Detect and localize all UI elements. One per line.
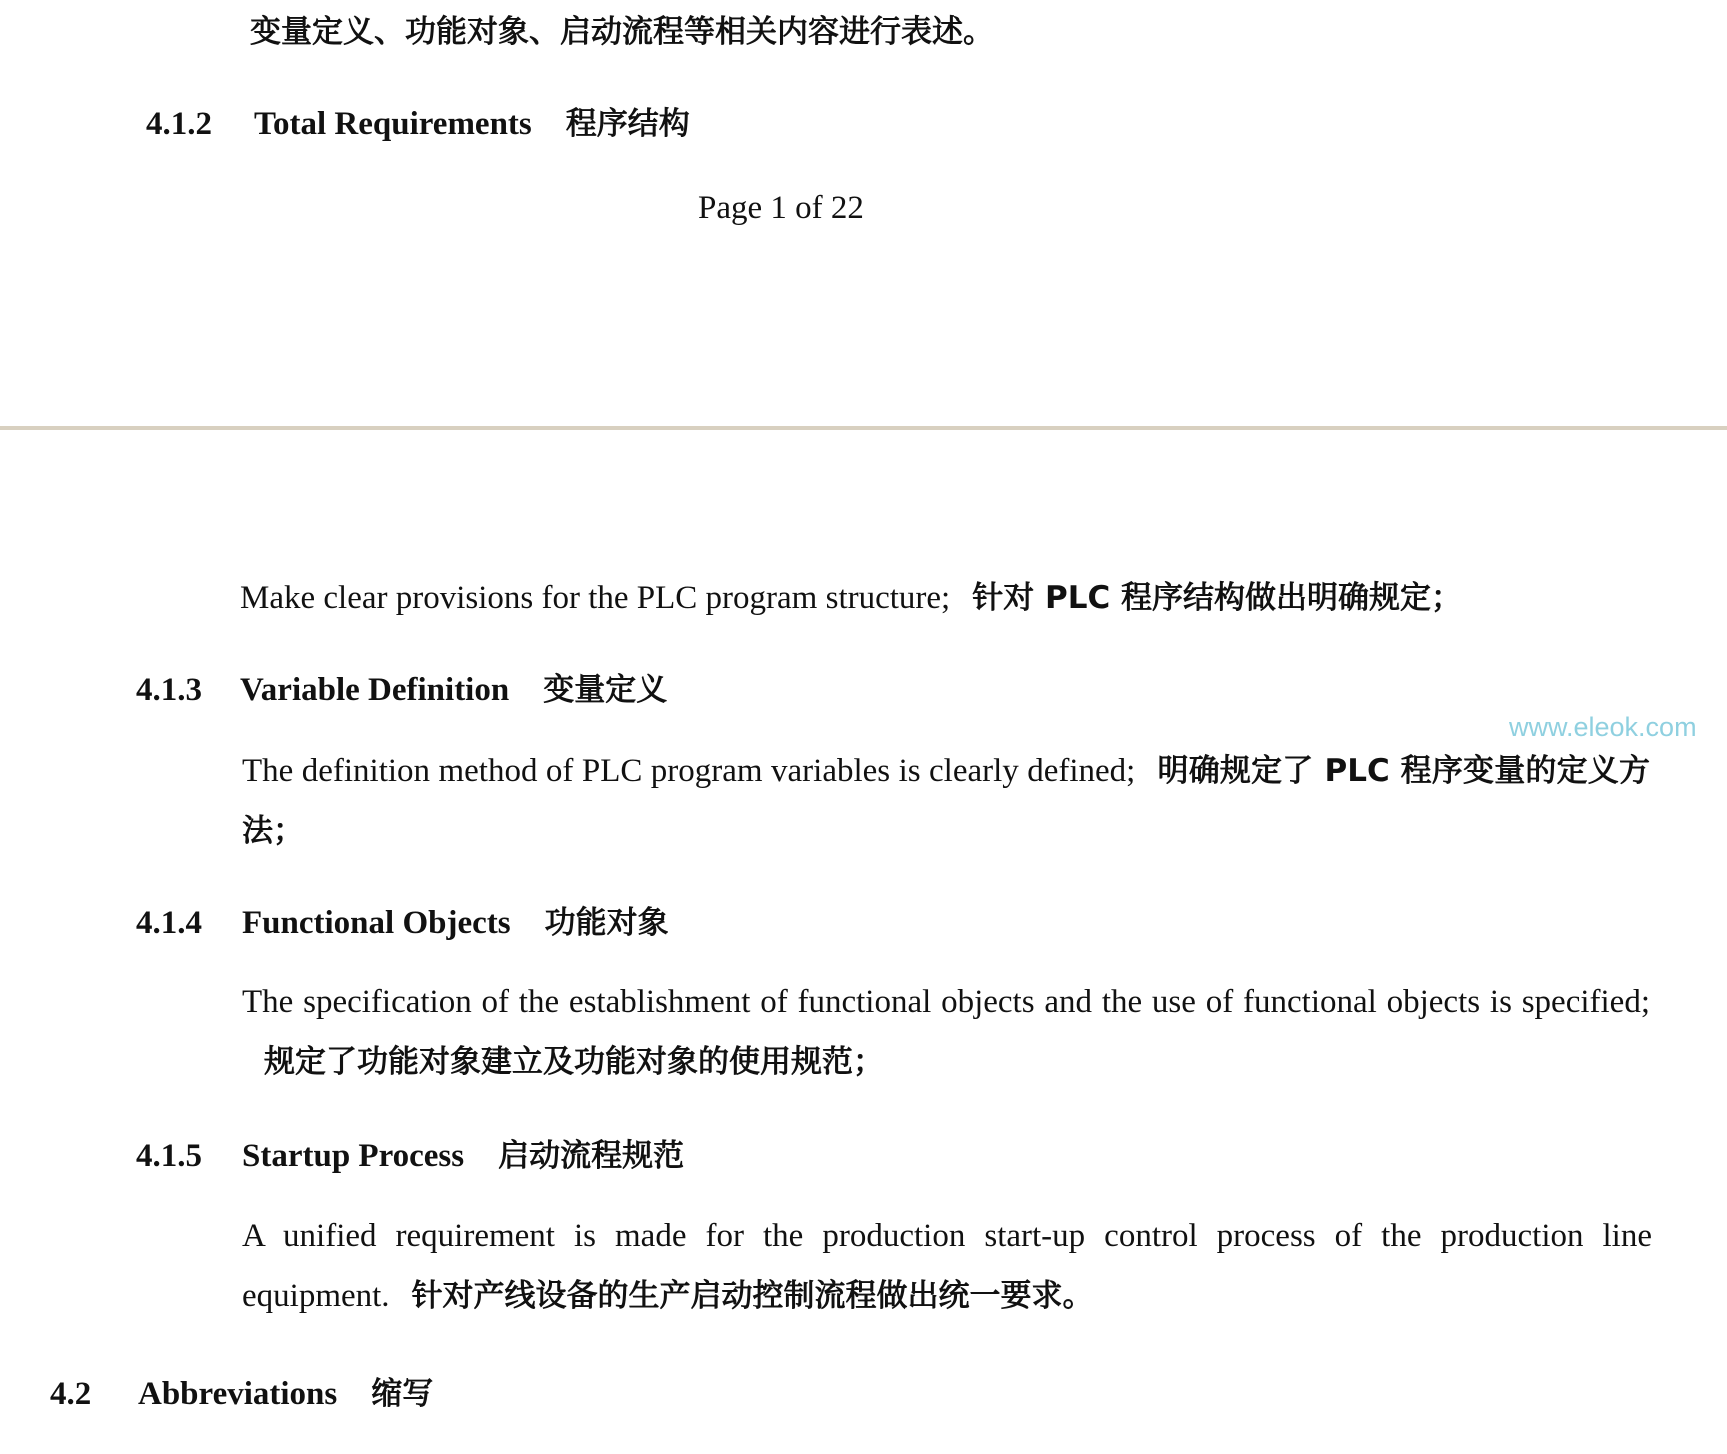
section-title-zh: 启动流程规范 (498, 1138, 685, 1174)
paragraph-4-1-2 (240, 568, 1660, 628)
document-page-1 (0, 0, 1727, 428)
page-number-footer: Page 1 of 22 (698, 190, 864, 226)
section-heading-4-1-4 (136, 897, 669, 942)
section-title-zh: 程序结构 (565, 106, 690, 142)
section-heading-4-1-3 (136, 664, 667, 709)
section-number: 4.1.5 (136, 1138, 202, 1174)
paragraph-4-1-5 (242, 1206, 1652, 1326)
paragraph-text-zh: 规定了功能对象建立及功能对象的使用规范； (264, 1044, 884, 1080)
section-heading-4-1-5 (136, 1130, 684, 1175)
paragraph-text-en: Make clear provisions for the PLC program structure; (240, 580, 951, 616)
paragraph-text-en: The definition method of PLC program variables is clearly defined; (242, 753, 1136, 789)
section-title-zh: 缩写 (371, 1376, 434, 1412)
section-number: 4.1.2 (146, 106, 212, 142)
section-title-en: Variable Definition (240, 672, 510, 708)
paragraph-text-en: The specification of the establishment of functional objects and the use of functional objects is specified; (242, 984, 1650, 1020)
intro-paragraph-text: 变量定义、功能对象、启动流程等相关内容进行表述。 (250, 14, 994, 50)
section-title-en: Total Requirements (254, 106, 532, 142)
section-number: 4.1.4 (136, 905, 202, 941)
paragraph-4-1-4 (242, 972, 1650, 1092)
section-title-zh: 变量定义 (543, 672, 668, 708)
section-title-en: Functional Objects (242, 905, 511, 941)
section-number: 4.2 (50, 1376, 92, 1412)
paragraph-4-1-3 (242, 741, 1650, 861)
section-heading-4-1-2 (146, 98, 690, 143)
section-title-en: Abbreviations (138, 1376, 338, 1412)
watermark-text: www.eleok.com (1509, 712, 1697, 742)
paragraph-text-zh: 针对产线设备的生产启动控制流程做出统一要求。 (411, 1278, 1094, 1314)
section-title-en: Startup Process (242, 1138, 465, 1174)
intro-paragraph-tail (250, 2, 1650, 62)
section-title-zh: 功能对象 (544, 905, 669, 941)
paragraph-text-zh: 明确规定了 PLC 程序变量的定义方法； (242, 753, 1650, 849)
paragraph-text-zh: 针对 PLC 程序结构做出明确规定； (972, 580, 1463, 616)
section-number: 4.1.3 (136, 672, 202, 708)
section-heading-4-2 (50, 1368, 433, 1413)
paragraph-text-en: A unified requirement is made for the production start-up control process of the production line equipment. (242, 1218, 1652, 1314)
